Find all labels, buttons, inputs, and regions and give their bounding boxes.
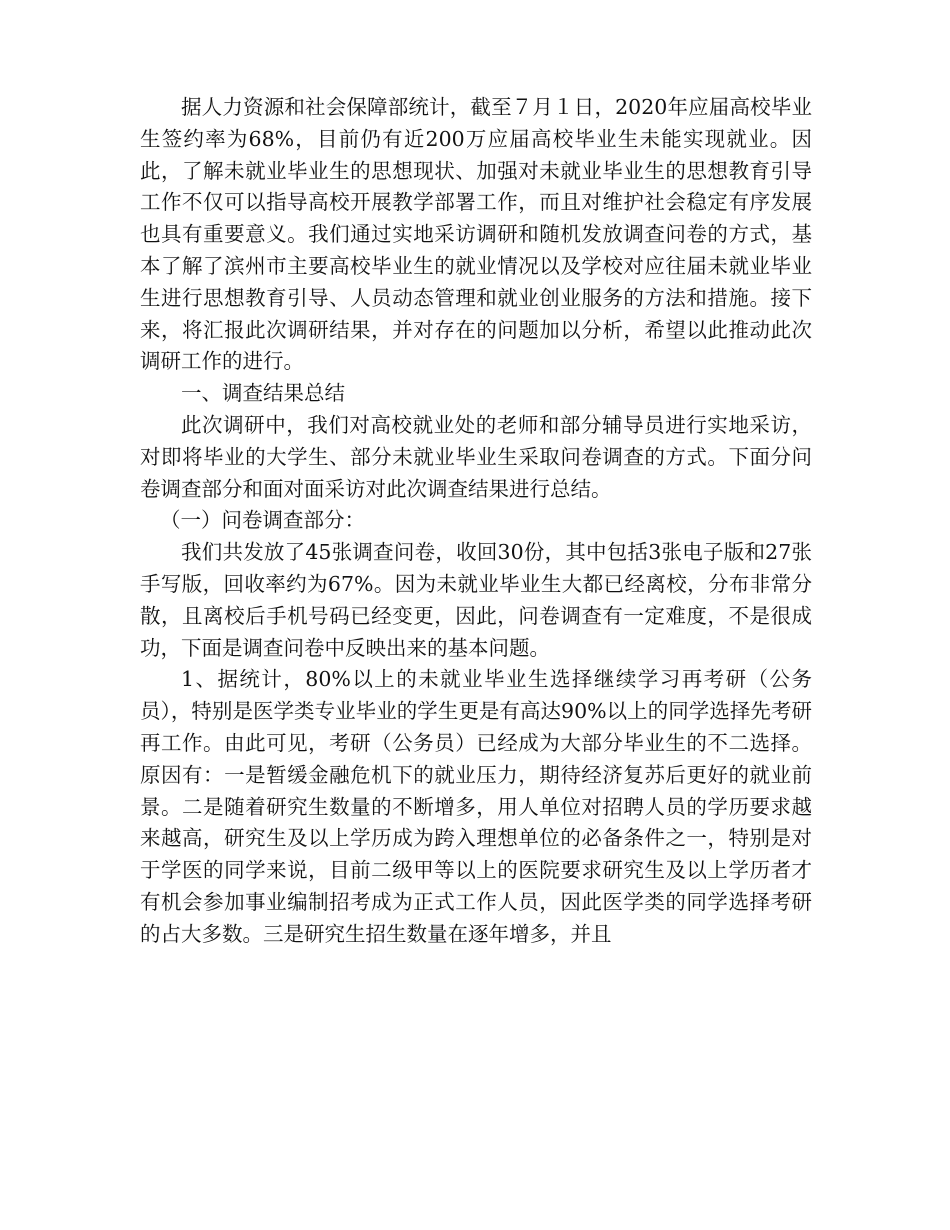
paragraph-finding-1: 1、据统计，80%以上的未就业毕业生选择继续学习再考研（公务员），特别是医学类专业毕业的学生更是有高达90%以上的同学选择先考研再工作。由此可见，考研（公务员）已经成为大部分毕业生的不二选择。原因有：一是暂缓金融危机下的就业压力，期待经济复苏后更好的就业前景。二是随着研究生数量的不断增多，用人单位对招聘人员的学历要求越来越高，研究生及以上学历成为跨入理想单位的必备条件之一，特别是对于学医的同学来说，目前二级甲等以上的医院要求研究生及以上学历者才有机会参加事业编制招考成为正式工作人员，因此医学类的同学选择考研的占大多数。三是研究生招生数量在逐年增多，并且 bbox=[140, 667, 812, 946]
paragraph-questionnaire-stats: 我们共发放了45张调查问卷，收回30份，其中包括3张电子版和27张手写版，回收率约为67%。因为未就业毕业生大都已经离校，分布非常分散，且离校后手机号码已经变更，因此，问卷调查有一定难度，不是很成功，下面是调查问卷中反映出来的基本问题。 bbox=[140, 540, 812, 660]
document-body bbox=[140, 92, 812, 951]
subsection-heading-questionnaire: （一）问卷调查部分： bbox=[160, 508, 365, 533]
paragraph-survey-method: 此次调研中，我们对高校就业处的老师和部分辅导员进行实地采访，对即将毕业的大学生、部分未就业毕业生采取问卷调查的方式。下面分问卷调查部分和面对面采访对此次调查结果进行总结。 bbox=[140, 412, 812, 501]
section-heading-survey-summary: 一、调查结果总结 bbox=[181, 381, 345, 406]
paragraph-intro: 据人力资源和社会保障部统计，截至７月１日，2020年应届高校毕业生签约率为68%，目前仍有近200万应届高校毕业生未能实现就业。因此，了解未就业毕业生的思想现状、加强对未就业毕业生的思想教育引导工作不仅可以指导高校开展教学部署工作，而且对维护社会稳定有序发展也具有重要意义。我们通过实地采访调研和随机发放调查问卷的方式，基本了解了滨州市主要高校毕业生的就业情况以及学校对应往届未就业毕业生进行思想教育引导、人员动态管理和就业创业服务的方法和措施。接下来，将汇报此次调研结果，并对存在的问题加以分析，希望以此推动此次调研工作的进行。 bbox=[140, 95, 812, 374]
